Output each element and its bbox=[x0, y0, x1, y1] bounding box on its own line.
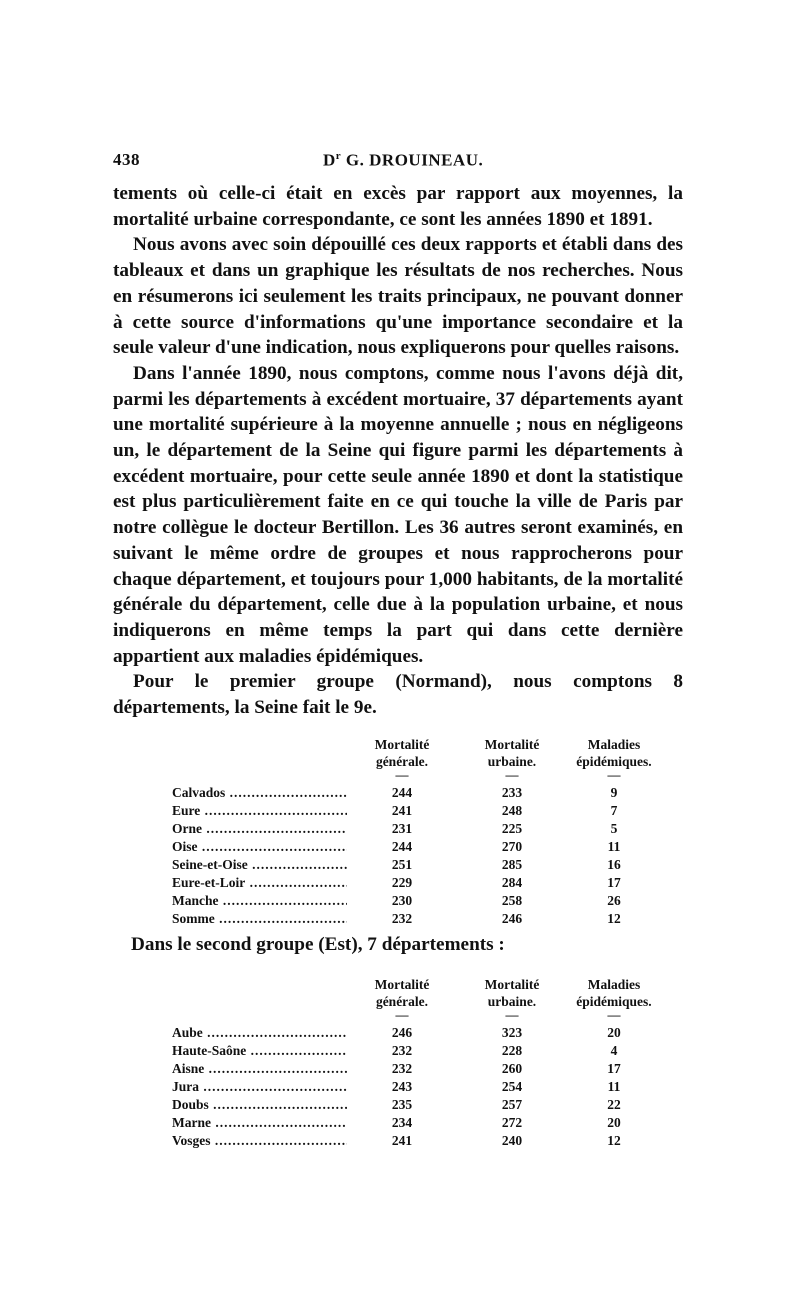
table-row: Aisne ..... 232 260 17 bbox=[172, 1060, 662, 1078]
table-row: Haute-Saône ..... 232 228 4 bbox=[172, 1042, 662, 1060]
header-dash: — bbox=[607, 1007, 621, 1022]
table-row: Manche ..... 230 258 26 bbox=[172, 892, 662, 910]
table-rows bbox=[172, 1024, 662, 1150]
body-text bbox=[113, 181, 683, 721]
header-maladies-epidemiques: Maladies épidémiques. bbox=[576, 737, 652, 769]
table-row: Somme ..... 232 246 12 bbox=[172, 910, 662, 928]
table-normand bbox=[172, 736, 662, 928]
header-dash: — bbox=[395, 1007, 409, 1022]
second-group-intro: Dans le second groupe (Est), 7 départements : bbox=[131, 934, 505, 955]
table-rows bbox=[172, 784, 662, 928]
table-row: Orne ..... 231 225 5 bbox=[172, 820, 662, 838]
header-mortalite-urbaine: Mortalité urbaine. bbox=[484, 977, 540, 1009]
table-header bbox=[172, 736, 662, 782]
table-row: Marne ..... 234 272 20 bbox=[172, 1114, 662, 1132]
table-row: Jura ..... 243 254 11 bbox=[172, 1078, 662, 1096]
paragraph-1: tements où celle-ci était en excès par rapport aux moyennes, la mortalité urbaine correspondante, ce sont les années 1890 et 1891. bbox=[113, 183, 683, 230]
header-mortalite-urbaine: Mortalité urbaine. bbox=[484, 737, 540, 769]
header-dash: — bbox=[607, 767, 621, 782]
header-mortalite-generale: Mortalité générale. bbox=[374, 977, 430, 1009]
table-row: Vosges ..... 241 240 12 bbox=[172, 1132, 662, 1150]
header-dash: — bbox=[505, 767, 519, 782]
page-number: 438 bbox=[113, 150, 140, 169]
table-header bbox=[172, 976, 662, 1022]
table-row: Eure-et-Loir ..... 229 284 17 bbox=[172, 874, 662, 892]
table-row: Seine-et-Oise ..... 251 285 16 bbox=[172, 856, 662, 874]
table-row: Oise ..... 244 270 11 bbox=[172, 838, 662, 856]
table-est bbox=[172, 976, 662, 1150]
author-name: G. DROUINEAU. bbox=[341, 150, 484, 170]
table-row: Eure ..... 241 248 7 bbox=[172, 802, 662, 820]
header-mortalite-generale: Mortalité générale. bbox=[374, 737, 430, 769]
header-maladies-epidemiques: Maladies épidémiques. bbox=[576, 977, 652, 1009]
paragraph-3: Dans l'année 1890, nous comptons, comme nous l'avons déjà dit, parmi les départements à excédent mortuaire, 37 départements ayant une mortalité supérieure à la moyenne annuelle ; nous en négligeons un, le département de la Seine qui figure parmi les départements à excédent mortuaire, pour cette seule année 1890 et dont la statistique est plus particulièrement faite en ce qui touche la ville de Paris par notre collègue le docteur Bertillon. Les 36 autres seront examinés, en suivant le même ordre de groupes et nous rapprocherons pour chaque département, et toujours pour 1,000 habitants, de la mortalité générale du département, celle due à la population urbaine, et nous indiquerons en même temps la part qui dans cette dernière appartient aux maladies épidémiques. bbox=[113, 362, 683, 667]
paragraph-4: Pour le premier groupe (Normand), nous comptons 8 départements, la Seine fait le 9e. bbox=[113, 671, 683, 719]
paragraph-2: Nous avons avec soin dépouillé ces deux rapports et établi dans des tableaux et dans un graphique les résultats de nos recherches. Nous en résumerons ici seulement les traits principaux, ne pouvant donner à cette source d'informations qu'une importance secondaire et la seule valeur d'une indication, nous expliquerons pour quelles raisons. bbox=[113, 234, 683, 359]
page-header bbox=[113, 150, 683, 174]
table-row: Doubs ..... 235 257 22 bbox=[172, 1096, 662, 1114]
table-row: Aube ..... 246 323 20 bbox=[172, 1024, 662, 1042]
author-prefix: D bbox=[323, 150, 336, 170]
running-title bbox=[323, 150, 483, 171]
author-sup: r bbox=[335, 150, 342, 162]
header-dash: — bbox=[505, 1007, 519, 1022]
header-dash: — bbox=[395, 767, 409, 782]
table-row: Calvados ..... 244 233 9 bbox=[172, 784, 662, 802]
